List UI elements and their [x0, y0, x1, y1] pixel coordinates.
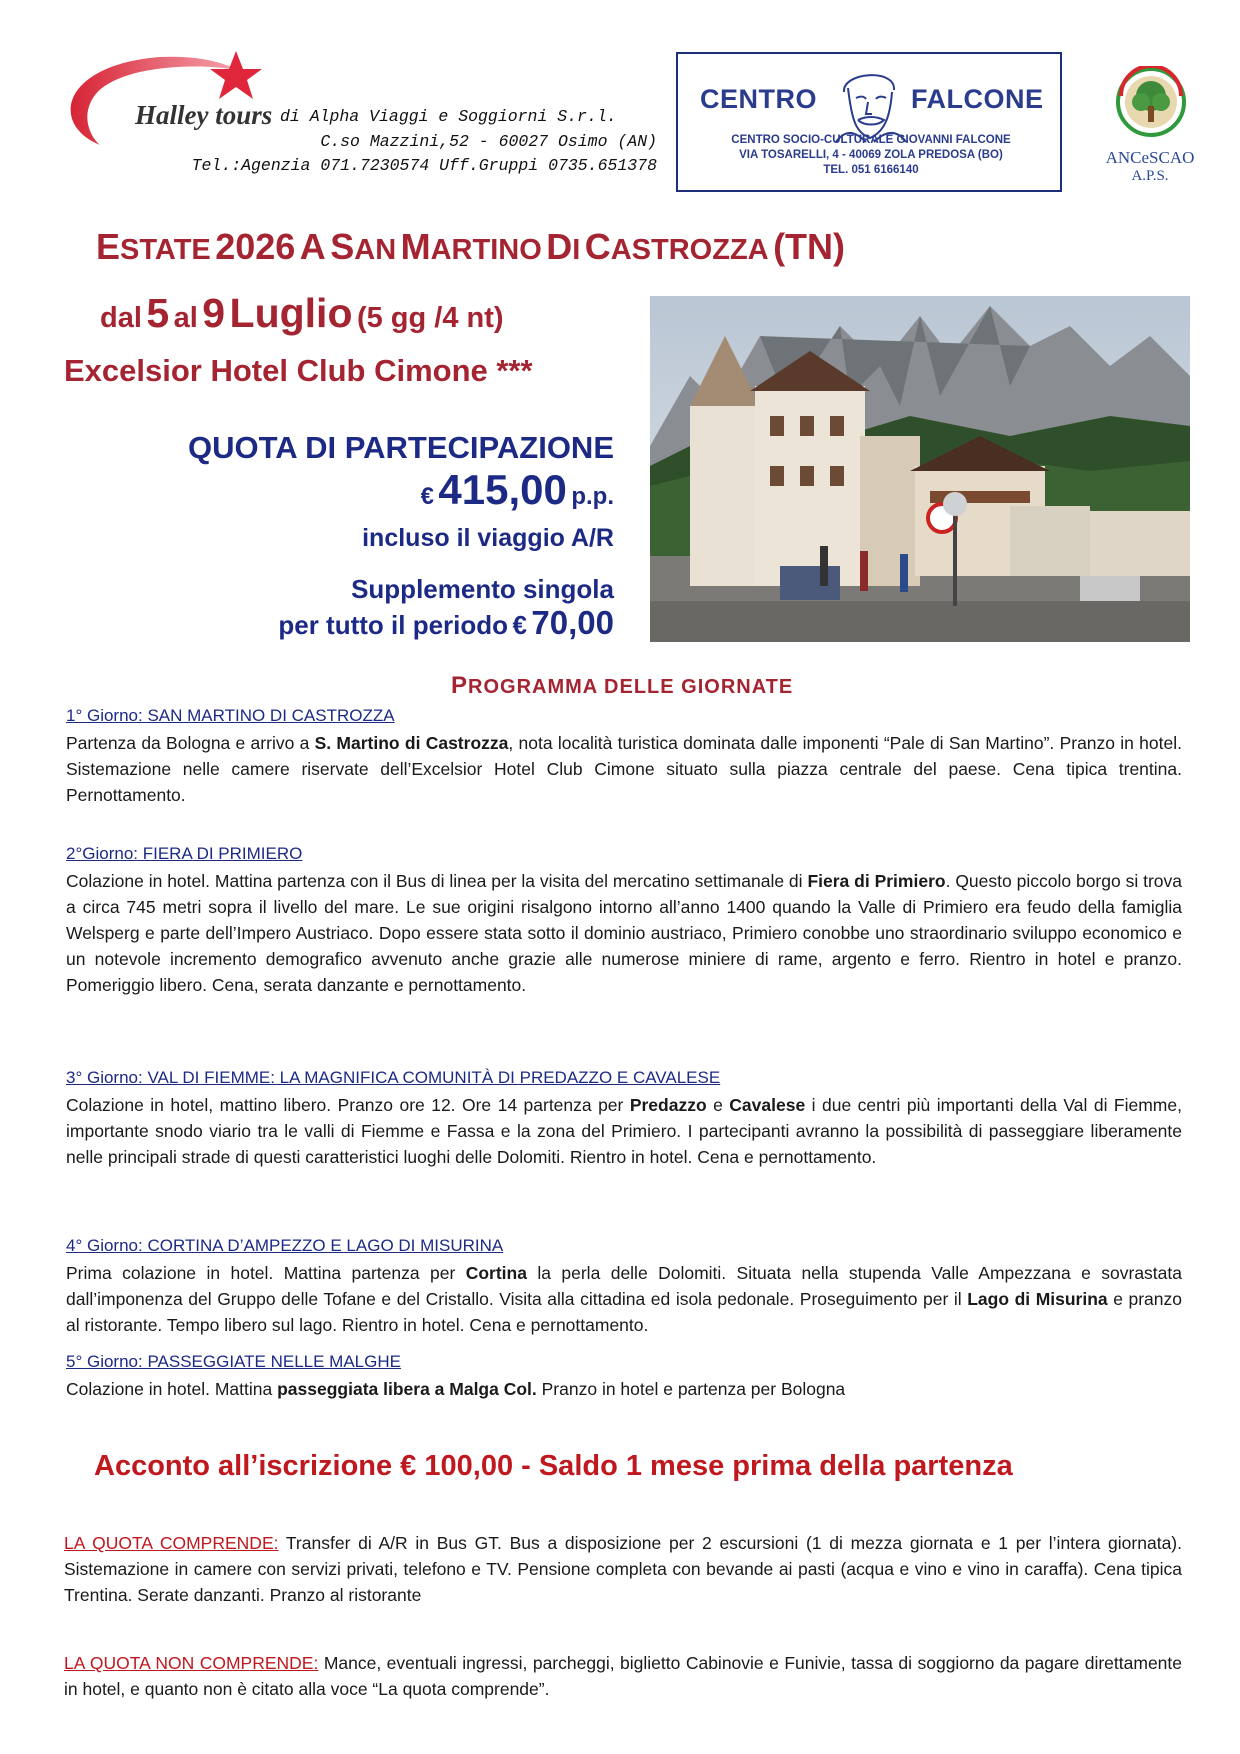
halley-tours-logo [40, 45, 290, 165]
programme-title: PROGRAMMA DELLE GIORNATE [451, 672, 794, 699]
day-5-heading: 5° Giorno: PASSEGGIATE NELLE MALGHE [66, 1352, 401, 1371]
centro-logo-right: FALCONE [911, 84, 1044, 114]
day-3-text: Colazione in hotel, mattino libero. Pranzo ore 12. Ore 14 partenza per Predazzo e Cavalese i due centri più importanti della Val di Fiemme, importante snodo viario tra le valli di Fiemme e Fassa e la zona del Primiero. I partecipanti avranno la possibilità di passeggiare liberamente nelle principali strade di questi caratteristici luoghi delle Dolomiti. Rientro in hotel. Cena e pernottamento. [66, 1095, 1182, 1167]
day-2-heading: 2°Giorno: FIERA DI PRIMIERO [66, 844, 303, 863]
agency-line-3: Tel.:Agenzia 071.7230574 Uff.Gruppi 0735.651378 [191, 156, 657, 175]
quota-label: QUOTA DI PARTECIPAZIONE [188, 430, 614, 465]
single-supplement-label: Supplemento singola [351, 574, 614, 604]
ancescao-logo [1090, 60, 1210, 190]
day-2-text: Colazione in hotel. Mattina partenza con il Bus di linea per la visita del mercatino settimanale di Fiera di Primiero. Questo piccolo borgo si trova a circa 745 metri sopra il livello del mare. Le sue origini risalgono intorno all’anno 1400 quando la Valle di Primiero era feudo della famiglia Welsperg e parte dell’Impero Austriaco. Dopo essere stata sotto il dominio austriaco, Primiero conobbe uno straordinario sviluppo economico e un notevole incremento demografico avvenuto anche grazie alle numerose miniere di rame, argento e ferro. Rientro in hotel e pranzo. Pomeriggio libero. Cena, serata danzante e pernottamento. [66, 871, 1183, 995]
village-photo-illustration [650, 296, 1190, 642]
single-supplement-price: per tutto il periodo € 70,00 [278, 604, 614, 641]
day-4-heading: 4° Giorno: CORTINA D’AMPEZZO E LAGO DI MISURINA [66, 1236, 504, 1255]
quota-includes-label: LA QUOTA COMPRENDE: [64, 1533, 279, 1553]
ancescao-name: ANCeSCAO [1105, 148, 1195, 167]
falcone-portrait-icon [826, 62, 914, 144]
hotel-name: Excelsior Hotel Club Cimone *** [64, 353, 533, 388]
quota-price: € 415,00 p.p. [420, 466, 614, 513]
day-5-text: Colazione in hotel. Mattina passeggiata libera a Malga Col. Pranzo in hotel e partenza per Bologna [66, 1379, 846, 1399]
centro-falcone-logo [676, 52, 1062, 192]
ancescao-sub: A.P.S. [1131, 168, 1169, 184]
centro-line-3: TEL. 051 6166140 [823, 164, 919, 176]
quota-excludes-label: LA QUOTA NON COMPRENDE: [64, 1653, 319, 1673]
agency-line-2: C.so Mazzini,52 - 60027 Osimo (AN) [320, 132, 657, 151]
san-martino-photo [650, 296, 1190, 642]
centro-line-2: VIA TOSARELLI, 4 - 40069 ZOLA PREDOSA (BO) [739, 149, 1003, 161]
day-4-text: Prima colazione in hotel. Mattina partenza per Cortina la perla delle Dolomiti. Situata nella stupenda Valle Ampezzana e sovrastata dall’imponenza del Gruppo delle Tofane e del Cristallo. Visita alla cittadina ed isola pedonale. Proseguimento per il Lago di Misurina e pranzo al ristorante. Tempo libero sul lago. Rientro in hotel. Cena e pernottamento. [66, 1263, 1183, 1335]
quota-excludes: LA QUOTA NON COMPRENDE: Mance, eventuali ingressi, parcheggi, biglietto Cabinovie e Funivie, tassa di soggiorno da pagare direttamente in hotel, e quanto non è citato alla voce “La quota comprende”. [64, 1653, 1183, 1699]
main-title: ESTATE 2026 A SAN MARTINO DI CASTROZZA (TN) [96, 226, 846, 267]
trip-dates: dal 5 al 9 Luglio (5 gg /4 nt) [100, 290, 504, 336]
day-1-text: Partenza da Bologna e arrivo a S. Martino di Castrozza, nota località turistica dominata dalle imponenti “Pale di San Martino”. Pranzo in hotel. Sistemazione nelle camere riservate dell’Excelsior Hotel Club Cimone situato sulla piazza centrale del paese. Cena tipica trentina. Pernottamento. [66, 733, 1182, 805]
agency-line-1: di Alpha Viaggi e Soggiorni S.r.l. [280, 107, 617, 126]
centro-logo-left: CENTRO [700, 84, 817, 114]
agency-logo-text: Halley tours [135, 100, 273, 130]
day-1-heading: 1° Giorno: SAN MARTINO DI CASTROZZA [66, 706, 395, 725]
day-3-heading: 3° Giorno: VAL DI FIEMME: LA MAGNIFICA COMUNITÀ DI PREDAZZO E CAVALESE [66, 1068, 721, 1087]
quota-includes: LA QUOTA COMPRENDE: Transfer di A/R in Bus GT. Bus a disposizione per 2 escursioni (1 di mezza giornata e 1 per l’intera giornata). Sistemazione in camere con servizi privati, telefono e TV. Pensione completa con bevande ai pasti (acqua e vino e vino in caraffa). Cena tipica Trentina. Serate danzanti. Pranzo al ristorante [64, 1533, 1182, 1605]
centro-line-1: CENTRO SOCIO-CULTURALE GIOVANNI FALCONE [731, 134, 1011, 146]
ancescao-tree-icon [1115, 66, 1187, 138]
quota-included: incluso il viaggio A/R [362, 524, 614, 552]
deposit-banner: Acconto all’iscrizione € 100,00 - Saldo 1 mese prima della partenza [94, 1450, 1013, 1482]
